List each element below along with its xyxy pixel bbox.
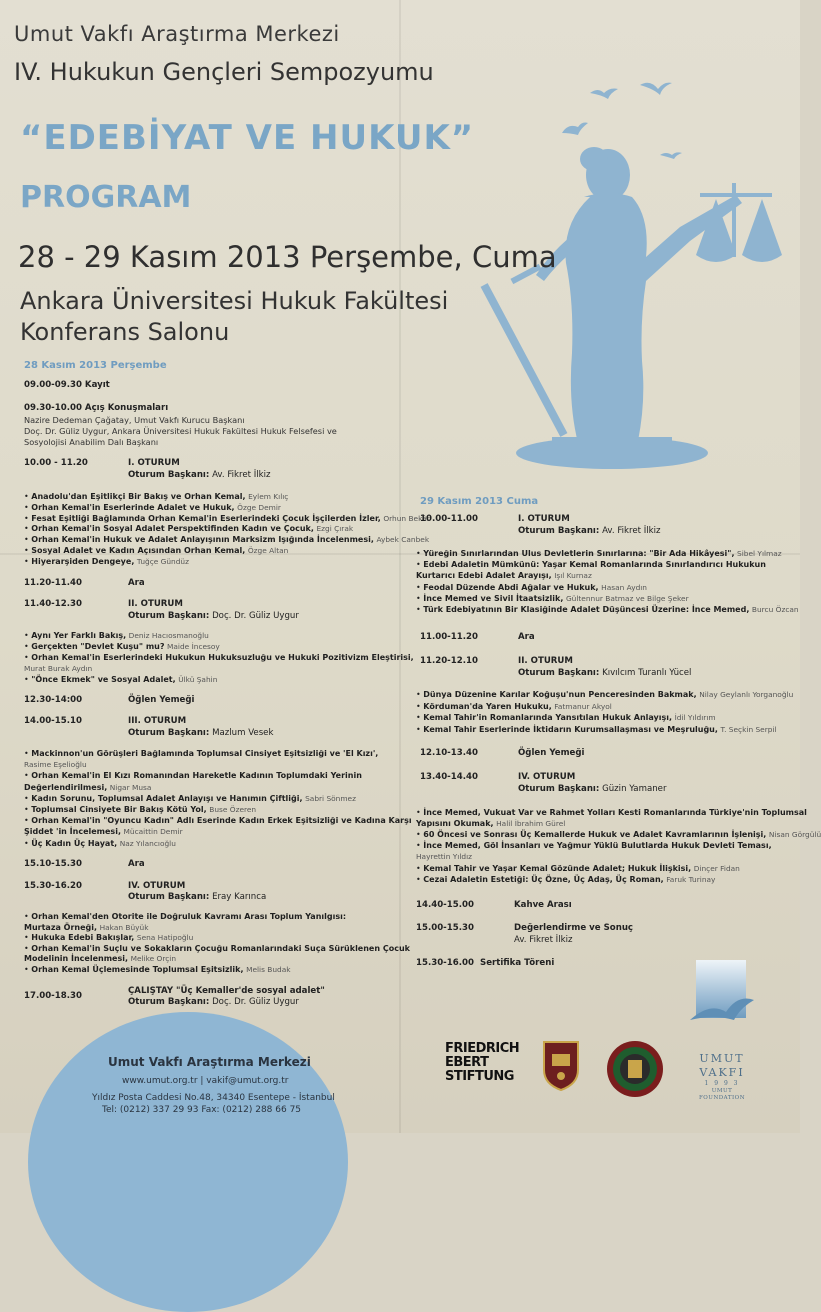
umut-logo-year: 1 9 9 3	[704, 1080, 740, 1087]
talk-item: • Hiyerarşiden Dengeye, Tuğçe Gündüz	[24, 556, 189, 566]
workshop-title: ÇALIŞTAY "Üç Kemaller'de sosyal adalet"	[128, 986, 325, 996]
bullet-icon: •	[24, 965, 32, 974]
bullet-icon: •	[24, 793, 32, 803]
session-time: 10.00-11.00	[420, 514, 478, 524]
bullet-icon: •	[416, 874, 424, 884]
session-chair: Oturum Başkanı: Av. Fikret İlkiz	[518, 526, 661, 536]
talk-item: • Orhan Kemal'in Eserlerinde Adalet ve Hukuk, Özge Demir	[24, 502, 281, 512]
session-chair: Oturum Başkanı: Kıvılcım Turanlı Yücel	[518, 668, 692, 678]
session-title: III. OTURUM	[128, 716, 187, 726]
coffee-label: Kahve Arası	[514, 900, 572, 910]
opening-speaker-1: Nazire Dedeman Çağatay, Umut Vakfı Kurucu Başkanı	[24, 415, 245, 425]
session-title: I. OTURUM	[518, 514, 570, 524]
bullet-icon: •	[24, 642, 32, 651]
coffee-time: 14.40-15.00	[416, 900, 474, 910]
break-label: Ara	[518, 632, 535, 642]
opening-speaker-2-cont: Sosyolojisi Anabilim Dalı Başkanı	[24, 437, 159, 447]
bullet-icon: •	[416, 690, 424, 699]
venue-line-2: Konferans Salonu	[20, 318, 230, 346]
bullet-icon: •	[416, 830, 424, 840]
talk-item: • Orhan Kemal'in El Kızı Romanından Hareketle Kadının Toplumdaki Yerinin	[24, 771, 362, 781]
footer-org: Umut Vakfı Araştırma Merkezi	[108, 1055, 311, 1069]
bird-icon	[590, 89, 618, 100]
lunch-label: Öğlen Yemeği	[128, 695, 195, 705]
talk-item: • Orhan Kemal Üçlemesinde Toplumsal Eşitsizlik, Melis Budak	[24, 965, 291, 974]
bird-icon	[660, 152, 682, 159]
bullet-icon: •	[24, 933, 32, 943]
lunch-time: 12.10-13.40	[420, 748, 478, 758]
bullet-icon: •	[416, 593, 424, 603]
talk-item: • Cezai Adaletin Estetiği: Üç Özne, Üç Adaş, Üç Roman, Faruk Turinay	[416, 874, 716, 884]
bullet-icon: •	[24, 816, 32, 826]
break-time: 15.10-15.30	[24, 859, 82, 869]
bullet-icon: •	[416, 713, 424, 723]
bullet-icon: •	[416, 549, 424, 558]
bullet-icon: •	[24, 524, 32, 534]
talk-item: • "Önce Ekmek" ve Sosyal Adalet, Ülkü Şahin	[24, 675, 218, 684]
bullet-icon: •	[24, 535, 32, 545]
talk-item: • Orhan Kemal'in Eserlerindeki Hukukun Hukuksuzluğu ve Hukuki Pozitivizm Eleştirisi,	[24, 653, 414, 662]
footer-phone: Tel: (0212) 337 29 93 Fax: (0212) 288 66 75	[102, 1105, 302, 1115]
bullet-icon: •	[24, 631, 32, 640]
eval-label: Değerlendirme ve Sonuç	[514, 923, 634, 933]
event-title: IV. Hukukun Gençleri Sempozyumu	[14, 58, 434, 86]
talk-item: • Yüreğin Sınırlarından Ulus Devletlerin Sınırlarına: "Bir Ada Hikâyesi", Sibel Yılmaz	[416, 549, 782, 558]
talk-item: • Dünya Düzenine Karılar Koğuşu'nun Penceresinden Bakmak, Nilay Geylanlı Yorganoğlu	[416, 690, 794, 699]
talk-item: • Kadın Sorunu, Toplumsal Adalet Anlayışı ve Hanımın Çiftliği, Sabri Sönmez	[24, 793, 356, 803]
bullet-icon: •	[24, 675, 32, 684]
umut-logo-sub1: UMUT	[711, 1088, 733, 1094]
talk-item: Rasime Eşelioğlu	[24, 760, 87, 770]
bullet-icon: •	[24, 912, 32, 921]
talk-item: Hayrettin Yıldız	[416, 852, 473, 862]
session-time: 13.40-14.40	[420, 772, 478, 782]
bullet-icon: •	[24, 502, 32, 512]
bullet-icon: •	[416, 582, 424, 592]
umut-logo-sub2: FOUNDATION	[698, 1095, 746, 1101]
talk-item: • Orhan Kemal'den Otorite ile Doğruluk Kavramı Arası Toplum Yanılgısı:	[24, 912, 347, 921]
day1-heading: 28 Kasım 2013 Perşembe	[24, 360, 167, 371]
program-heading: PROGRAM	[20, 180, 192, 215]
umut-foundation-logo-icon	[688, 960, 754, 1100]
talk-item: • Feodal Düzende Abdi Ağalar ve Hukuk, Hasan Aydın	[416, 582, 647, 592]
session-title: I. OTURUM	[128, 458, 180, 468]
break-time: 11.20-11.40	[24, 578, 82, 588]
cert-time: 15.30-16.00	[416, 958, 474, 968]
talk-item: • Aynı Yer Farklı Bakış, Deniz Hacıosmanoğlu	[24, 631, 209, 640]
break-time: 11.00-11.20	[420, 632, 478, 642]
session-time: 10.00 - 11.20	[24, 458, 88, 468]
bird-icon	[640, 83, 672, 95]
opening-speaker-2: Doç. Dr. Güliz Uygur, Ankara Üniversitesi Hukuk Fakültesi Hukuk Felsefesi ve	[24, 426, 337, 436]
bullet-icon: •	[24, 556, 32, 566]
bullet-icon: •	[24, 513, 32, 523]
session-time: 11.40-12.30	[24, 599, 82, 609]
bullet-icon: •	[24, 771, 32, 781]
talk-item: • 60 Öncesi ve Sonrası Üç Kemallerde Hukuk ve Adalet Kavramlarının İşlenişi, Nisan Görgülü	[416, 830, 821, 840]
talk-item: Modelinin İncelenmesi, Melike Orçin	[24, 954, 177, 964]
footer-web: www.umut.org.tr | vakif@umut.org.tr	[122, 1076, 289, 1086]
talk-item: • Edebi Adaletin Mümkünü: Yaşar Kemal Romanlarında Sınırlandırıcı Hukukun	[416, 560, 766, 570]
talk-item: Kurtarıcı Edebi Adalet Arayışı, Işıl Kurnaz	[416, 571, 592, 581]
session-chair: Oturum Başkanı: Eray Karınca	[128, 892, 267, 902]
talk-item: • Orhan Kemal'in "Oyuncu Kadın" Adlı Eserinde Kadın Erkek Eşitsizliği ve Kadına Karşı	[24, 816, 412, 826]
talk-item: • Körduman'da Yaren Hukuku, Fatmanur Akyol	[416, 701, 612, 711]
bullet-icon: •	[24, 653, 32, 662]
bullet-icon: •	[416, 863, 424, 873]
talk-item: • İnce Memed ve Sivil İtaatsizlik, Gültennur Batmaz ve Bilge Şeker	[416, 593, 689, 603]
session-time: 11.20-12.10	[420, 656, 478, 666]
bullet-icon: •	[24, 749, 32, 758]
cert-label: Sertifika Töreni	[480, 958, 555, 968]
session-chair: Oturum Başkanı: Av. Fikret İlkiz	[128, 470, 271, 480]
event-dates: 28 - 29 Kasım 2013 Perşembe, Cuma	[18, 240, 557, 274]
opening-title: 09.30-10.00 Açış Konuşmaları	[24, 403, 169, 413]
talk-item: • Üç Kadın Üç Hayat, Naz Yılancıoğlu	[24, 838, 176, 848]
day2-heading: 29 Kasım 2013 Cuma	[420, 496, 539, 507]
bullet-icon: •	[416, 701, 424, 711]
bullet-icon: •	[24, 805, 32, 814]
umut-logo-name: UMUT	[699, 1052, 745, 1065]
talk-item: • Mackinnon'un Görüşleri Bağlamında Toplumsal Cinsiyet Eşitsizliği ve 'El Kızı',	[24, 749, 379, 758]
session-time: 14.00-15.10	[24, 716, 82, 726]
bird-icon	[562, 123, 588, 136]
talk-item: Murtaza Örneği, Hakan Büyük	[24, 922, 149, 932]
talk-item: • Kemal Tahir'in Romanlarında Yansıtılan Hukuk Anlayışı, İdil Yıldırım	[416, 713, 716, 723]
talk-item: • Türk Edebiyatının Bir Klasiğinde Adalet Düşüncesi Üzerine: İnce Memed, Burcu Özcan	[416, 605, 799, 614]
bullet-icon: •	[24, 943, 32, 953]
lady-justice-illustration	[500, 75, 800, 485]
talk-item: • Fesat Eşitliği Bağlamında Orhan Kemal'in Eserlerindeki Çocuk İşçilerden İzler, Orhun Bekâr	[24, 513, 430, 523]
talk-item: • Kemal Tahir ve Yaşar Kemal Gözünde Adalet; Hukuk İlişkisi, Dinçer Fidan	[416, 863, 740, 873]
bullet-icon: •	[416, 605, 424, 614]
session-title: II. OTURUM	[518, 656, 573, 666]
talk-item: • İnce Memed, Vukuat Var ve Rahmet Yolları Kesti Romanlarında Türkiye'nin Toplumsal	[416, 808, 807, 817]
bullet-icon: •	[24, 546, 32, 555]
talk-item: • Gerçekten "Devlet Kuşu" mu? Maide İncesoy	[24, 642, 220, 651]
eval-time: 15.00-15.30	[416, 923, 474, 933]
lunch-time: 12.30-14:00	[24, 695, 83, 705]
session-chair: Oturum Başkanı: Güzin Yamaner	[518, 784, 667, 794]
talk-item: • Toplumsal Cinsiyete Bir Bakış Kötü Yol, Buse Özeren	[24, 805, 257, 814]
faculty-seal-icon	[606, 1040, 664, 1098]
workshop-time: 17.00-18.30	[24, 991, 82, 1001]
break-label: Ara	[128, 578, 145, 588]
bullet-icon: •	[416, 808, 424, 817]
session-time: 15.30-16.20	[24, 881, 82, 891]
umut-logo-vakfi: VAKFI	[699, 1066, 745, 1079]
bullet-icon: •	[416, 560, 424, 570]
talk-item: • Orhan Kemal'in Suçlu ve Sokakların Çocuğu Romanlarındaki Suça Sürüklenen Çocuk	[24, 943, 410, 953]
session-title: IV. OTURUM	[128, 881, 186, 891]
talk-item: • Orhan Kemal'in Hukuk ve Adalet Anlayışının Marksizm Işığında İncelenmesi, Aybek Canbek	[24, 535, 430, 545]
talk-item: • Hukuka Edebi Bakışlar, Sena Hatipoğlu	[24, 933, 194, 943]
talk-item: • Orhan Kemal'in Sosyal Adalet Perspektifinden Kadın ve Çocuk, Ezgi Çırak	[24, 524, 354, 534]
fold-line-vertical	[399, 0, 401, 1133]
university-crest-icon	[542, 1040, 580, 1092]
registration: 09.00-09.30 Kayıt	[24, 380, 110, 390]
talk-item: • Sosyal Adalet ve Kadın Açısından Orhan Kemal, Özge Altan	[24, 546, 289, 555]
session-chair: Oturum Başkanı: Doç. Dr. Güliz Uygur	[128, 611, 299, 621]
workshop-chair: Oturum Başkanı: Doç. Dr. Güliz Uygur	[128, 997, 299, 1007]
bullet-icon: •	[416, 724, 424, 734]
bullet-icon: •	[24, 838, 32, 848]
bullet-icon: •	[24, 492, 32, 501]
talk-item: Değerlendirilmesi, Nigar Musa	[24, 782, 152, 792]
talk-item: • Kemal Tahir Eserlerinde İktidarın Kurumsallaşması ve Meşruluğu, T. Seçkin Serpil	[416, 724, 777, 734]
break-label: Ara	[128, 859, 145, 869]
talk-item: • Anadolu'dan Eşitlikçi Bir Bakış ve Orhan Kemal, Eylem Kılıç	[24, 492, 289, 501]
session-chair: Oturum Başkanı: Mazlum Vesek	[128, 728, 274, 738]
talk-item: Murat Burak Aydın	[24, 664, 93, 673]
session-title: IV. OTURUM	[518, 772, 576, 782]
venue-line-1: Ankara Üniversitesi Hukuk Fakültesi	[20, 287, 449, 315]
lunch-label: Öğlen Yemeği	[518, 748, 585, 758]
theme-title: “EDEBİYAT VE HUKUK”	[20, 118, 475, 158]
session-title: II. OTURUM	[128, 599, 183, 609]
eval-person: Av. Fikret İlkiz	[514, 935, 573, 945]
footer-address: Yıldız Posta Caddesi No.48, 34340 Esentepe - İstanbul	[92, 1093, 335, 1103]
fes-logo: FRIEDRICH EBERT STIFTUNG	[445, 1041, 520, 1084]
organizer-name: Umut Vakfı Araştırma Merkezi	[14, 22, 340, 46]
talk-item: • İnce Memed, Göl İnsanları ve Yağmur Yüklü Bulutlarda Hukuk Devleti Teması,	[416, 841, 772, 851]
talk-item: Şiddet 'in İncelemesi, Mücaittin Demir	[24, 827, 183, 837]
talk-item: Yapısını Okumak, Halil İbrahim Gürel	[416, 819, 566, 829]
bullet-icon: •	[416, 841, 424, 851]
